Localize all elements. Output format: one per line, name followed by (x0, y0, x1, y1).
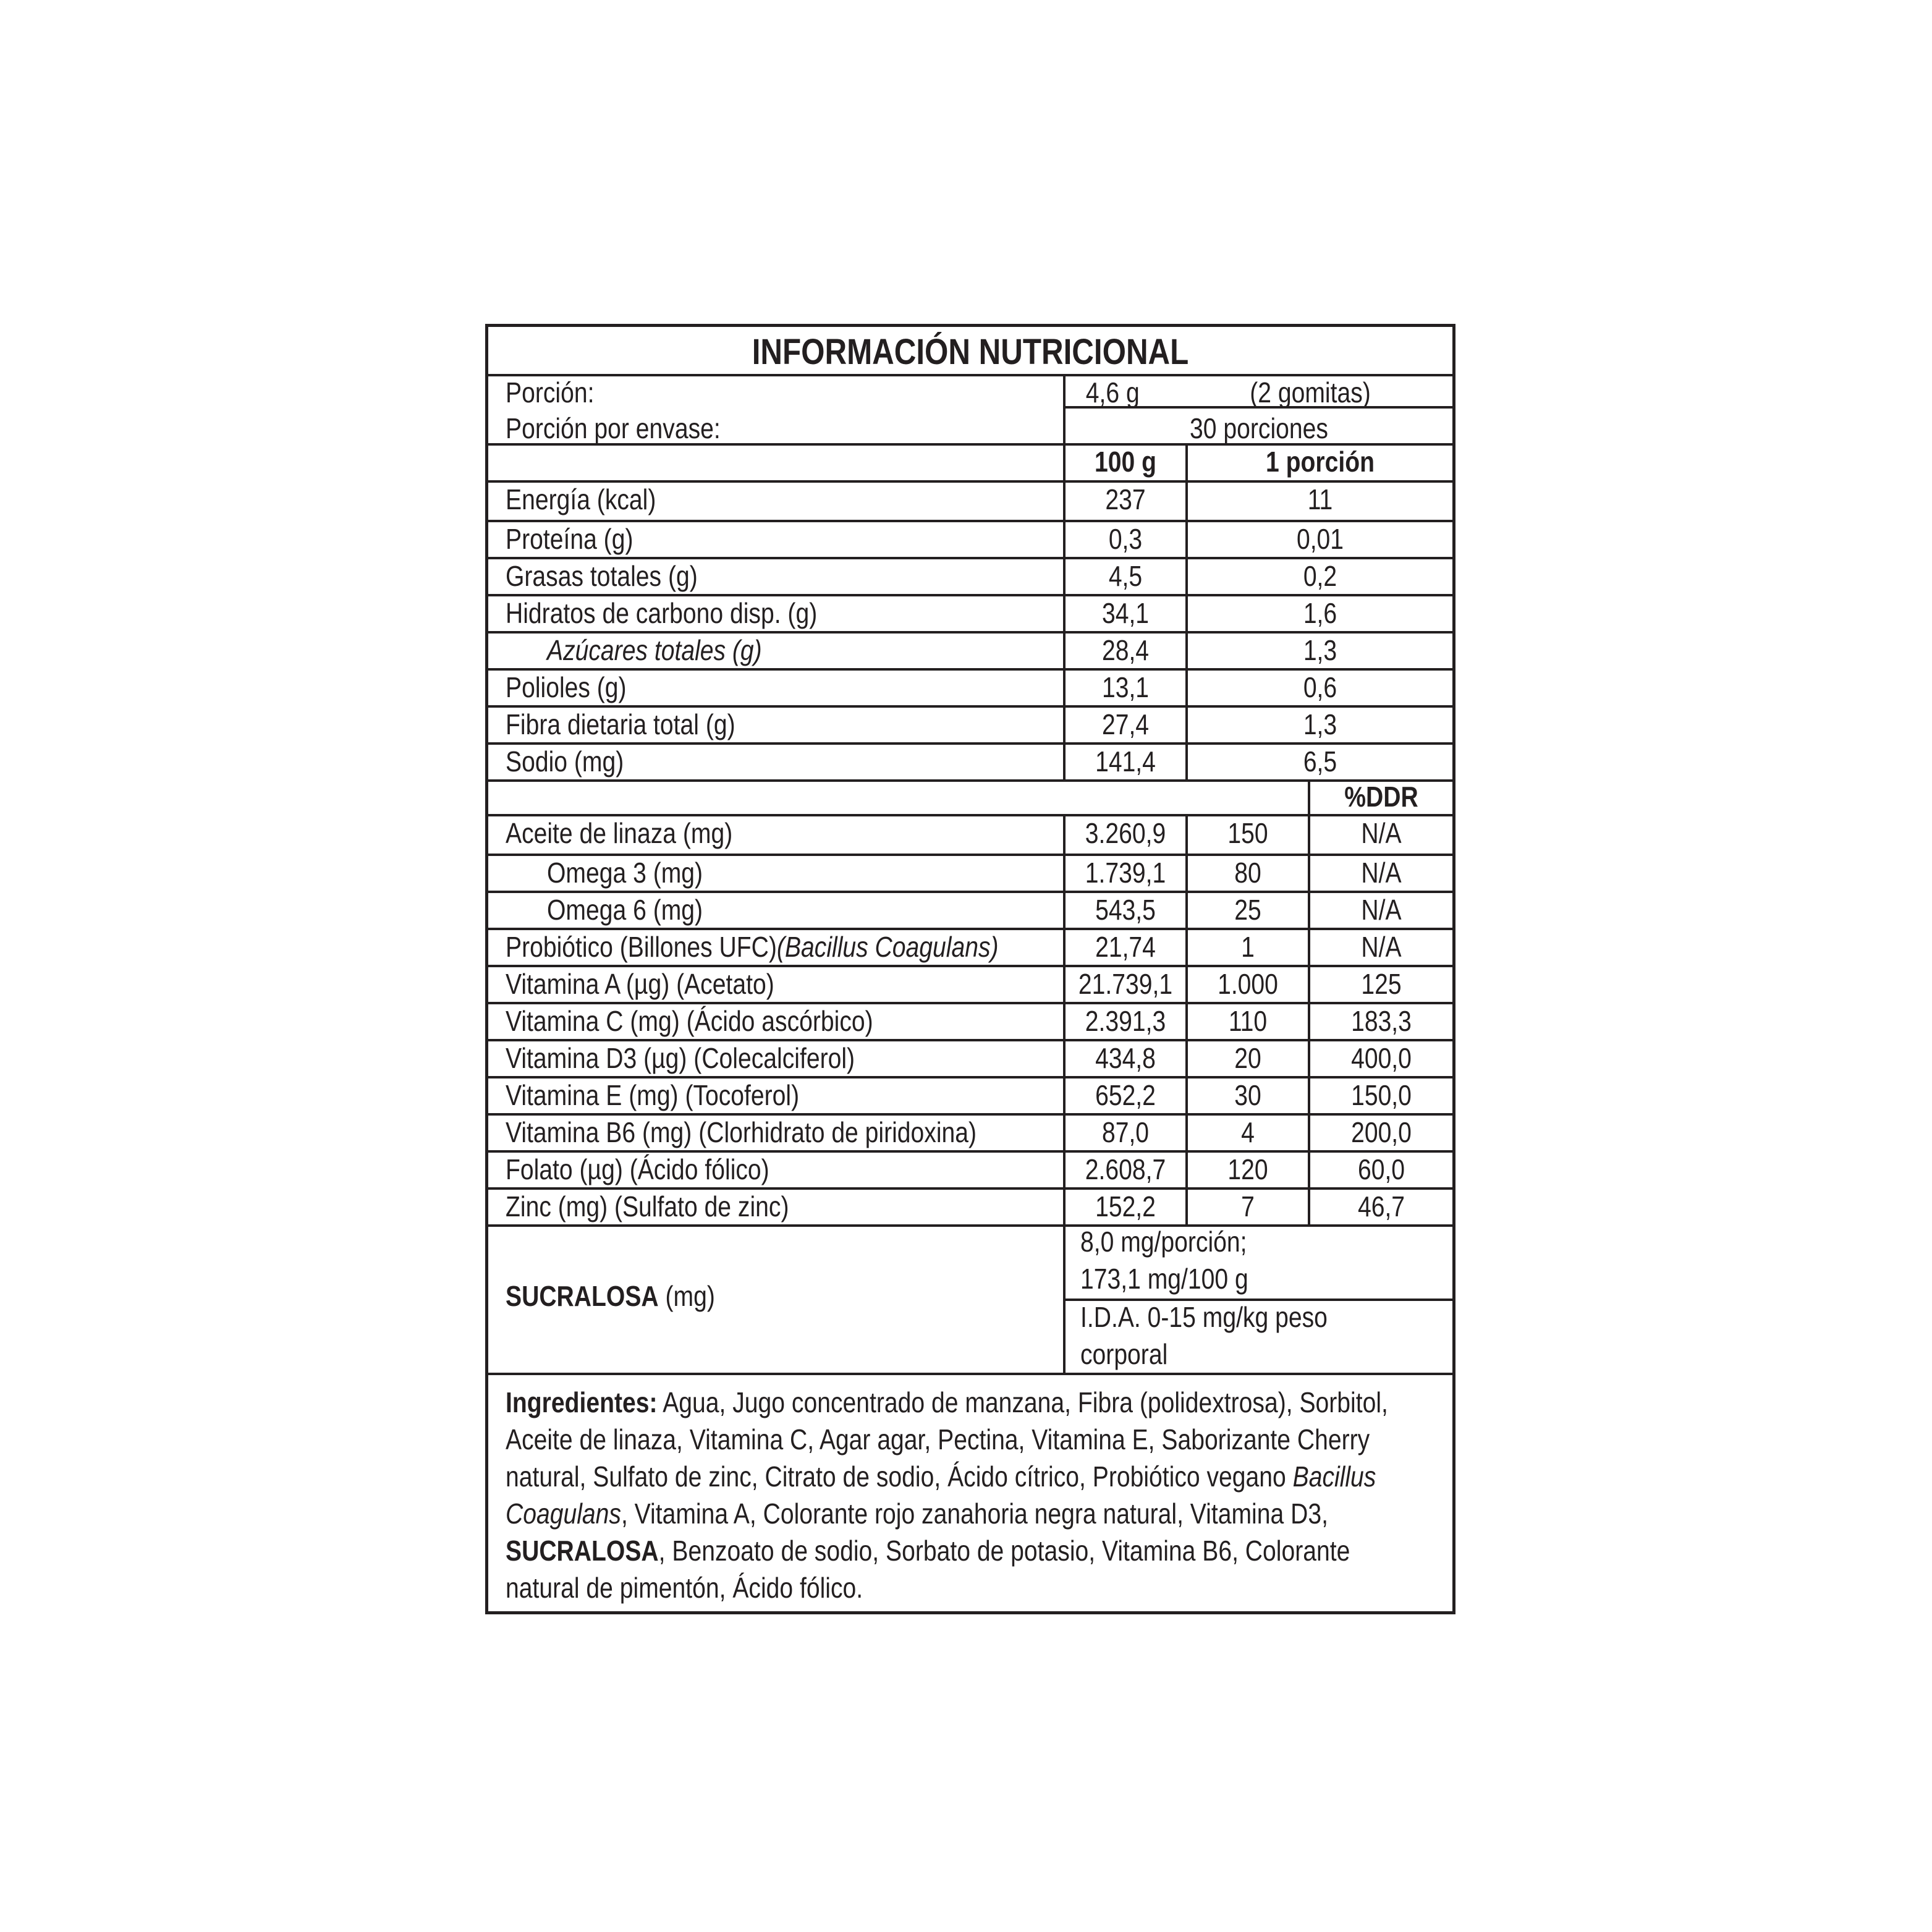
micronutrient-ddr-value: 125 (1361, 968, 1402, 1000)
micronutrient-name (506, 965, 774, 1002)
nutrient-per100-cell (1063, 557, 1185, 594)
micronutrient-ddr-value: N/A (1361, 857, 1402, 889)
micronutrient-per100-value: 21,74 (1095, 931, 1156, 963)
nutrient-per100-value: 4,5 (1108, 560, 1143, 592)
serving-size-value: 4,6 g (1085, 376, 1140, 409)
nutrient-per100-cell (1063, 742, 1185, 779)
micronutrient-ddr-value: N/A (1361, 931, 1402, 963)
micronutrient-name-cell (488, 1113, 1063, 1150)
nutrient-per-serving-value: 0,01 (1296, 523, 1344, 555)
micronutrient-name-text: Vitamina C (mg) (Ácido ascórbico) (506, 1005, 873, 1037)
micronutrient-name (506, 1077, 799, 1114)
nutrient-per-serving-value: 1,6 (1303, 597, 1337, 629)
nutrition-facts-panel (485, 324, 1455, 1614)
micronutrient-ddr-cell (1308, 1113, 1452, 1150)
micronutrient-name-text: Vitamina B6 (mg) (Clorhidrato de piridoxina) (506, 1116, 977, 1148)
nutrient-per100-value: 0,3 (1108, 523, 1143, 555)
micronutrient-per100-cell (1063, 1187, 1185, 1224)
nutrient-name-cell (488, 483, 1063, 520)
micronutrient-per100-cell (1063, 965, 1185, 1002)
nutrient-name: Energía (kcal) (506, 483, 656, 515)
micronutrient-per100-cell (1063, 854, 1185, 891)
micronutrient-ddr-cell (1308, 1187, 1452, 1224)
nutrient-per100-cell (1063, 483, 1185, 520)
micronutrient-per100-value: 1.739,1 (1085, 857, 1166, 889)
nutrient-per100-value: 27,4 (1101, 708, 1150, 740)
column-header (488, 443, 1452, 480)
micronutrient-per-serving-cell (1185, 854, 1308, 891)
micronutrient-name-text: Probiótico (Billones UFC) (506, 931, 777, 963)
nutrient-name: Fibra dietaria total (g) (506, 708, 735, 740)
micronutrient-ddr-cell (1308, 1076, 1452, 1113)
sucralose-ida-line1: I.D.A. 0-15 mg/kg peso (1080, 1301, 1328, 1333)
micronutrient-per100-cell (1063, 891, 1185, 928)
nutrient-per100-cell (1063, 668, 1185, 705)
micronutrient-name-text: Aceite de linaza (mg) (506, 817, 733, 849)
nutrient-name: Hidratos de carbono disp. (g) (506, 597, 818, 629)
micronutrient-per-serving-value: 7 (1241, 1190, 1255, 1222)
nutrient-per-serving-value: 1,3 (1303, 634, 1337, 666)
nutrient-name: Sodio (mg) (506, 745, 624, 777)
nutrient-name-cell (488, 668, 1063, 705)
nutrient-name-cell (488, 594, 1063, 631)
micronutrient-name-text: Folato (µg) (Ácido fólico) (506, 1153, 769, 1185)
micronutrient-per-serving-cell (1185, 965, 1308, 1002)
micronutrient-name (506, 1114, 977, 1151)
servings-per-container-label: Porción por envase: (506, 412, 721, 444)
micronutrient-name-text: Omega 3 (mg) (547, 857, 703, 889)
micronutrient-per100-cell (1063, 928, 1185, 965)
micronutrient-per-serving-value: 1 (1241, 931, 1255, 963)
micronutrient-ddr-cell (1308, 816, 1452, 854)
micronutrient-per-serving-value: 30 (1234, 1079, 1261, 1111)
micronutrient-per100-cell (1063, 816, 1185, 854)
micronutrient-per100-value: 3.260,9 (1085, 817, 1166, 849)
micronutrient-ddr-value: 400,0 (1351, 1042, 1412, 1074)
micronutrient-per-serving-value: 120 (1227, 1153, 1268, 1185)
nutrient-per-serving-cell (1185, 668, 1452, 705)
panel-title: INFORMACIÓN NUTRICIONAL (752, 332, 1189, 372)
nutrient-per100-cell (1063, 705, 1185, 742)
micronutrient-per-serving-value: 4 (1241, 1116, 1255, 1148)
micronutrient-per100-value: 21.739,1 (1078, 968, 1173, 1000)
micronutrient-per-serving-value: 80 (1234, 857, 1261, 889)
micronutrient-name-text: Zinc (mg) (Sulfato de zinc) (506, 1190, 789, 1222)
nutrient-per-serving-value: 0,6 (1303, 671, 1337, 703)
micronutrient-per100-value: 2.608,7 (1085, 1153, 1166, 1185)
nutrient-per100-cell (1063, 594, 1185, 631)
micronutrient-per-serving-cell (1185, 816, 1308, 854)
micronutrient-per-serving-cell (1185, 1150, 1308, 1187)
micronutrient-ddr-value: 183,3 (1351, 1005, 1412, 1037)
micronutrient-ddr-cell (1308, 1039, 1452, 1076)
micronutrient-per100-value: 543,5 (1095, 894, 1156, 926)
micronutrient-ddr-value: N/A (1361, 894, 1402, 926)
nutrient-per100-value: 237 (1105, 483, 1146, 515)
micronutrients-table (488, 814, 1452, 1224)
micronutrient-per-serving-value: 20 (1234, 1042, 1261, 1074)
sucralose-label: SUCRALOSA (mg) (506, 1280, 715, 1312)
sucralose-per-serving: 8,0 mg/porción; (1080, 1226, 1247, 1258)
micronutrient-per-serving-value: 110 (1228, 1005, 1268, 1037)
micronutrient-ddr-value: 150,0 (1351, 1079, 1412, 1111)
nutrient-name: Polioles (g) (506, 671, 627, 703)
ingredients-text: Ingredientes: Agua, Jugo concentrado de manzana, Fibra (polidextrosa), Sorbitol, Aceite de linaza, Vitamina C, Agar agar, Pectina, Vitamina E, Saborizante Cherry natural, Sulfato de zinc, Citrato de sodio, Ácido cítrico, Probiótico vegano Bacillus Coagulans, Vitamina A, Colorante rojo zanahoria negra natural, Vitamina D3, SUCRALOSA, Benzoato de sodio, Sorbato de potasio, Vitamina B6, Colorante natural de pimentón, Ácido fólico. (506, 1386, 1388, 1604)
micronutrient-per-serving-cell (1185, 1076, 1308, 1113)
sucralose-ida-line2: corporal (1080, 1338, 1168, 1370)
micronutrient-name-text: Vitamina D3 (µg) (Colecalciferol) (506, 1042, 855, 1074)
micronutrient-per100-value: 2.391,3 (1085, 1005, 1166, 1037)
nutrient-per-serving-value: 11 (1307, 483, 1333, 515)
nutrient-per-serving-cell (1185, 557, 1452, 594)
nutrient-per100-cell (1063, 631, 1185, 668)
ddr-header (488, 779, 1452, 814)
micronutrient-name-italic: (Bacillus Coagulans) (776, 931, 999, 963)
nutrient-name: Azúcares totales (g) (547, 634, 762, 666)
micronutrient-name-cell (488, 928, 1063, 965)
micronutrient-per100-cell (1063, 1150, 1185, 1187)
micronutrient-name-cell (488, 965, 1063, 1002)
micronutrient-per-serving-cell (1185, 891, 1308, 928)
servings-per-container-value: 30 porciones (1190, 412, 1328, 444)
nutrient-name-cell (488, 705, 1063, 742)
micronutrient-per100-cell (1063, 1002, 1185, 1039)
micronutrient-ddr-value: 46,7 (1357, 1190, 1405, 1222)
micronutrient-ddr-cell (1308, 1150, 1452, 1187)
nutrient-per100-value: 13,1 (1101, 671, 1150, 703)
nutrient-name-cell (488, 631, 1063, 668)
nutrient-name-cell (488, 742, 1063, 779)
micronutrient-per-serving-value: 150 (1227, 817, 1268, 849)
micronutrient-name (506, 1151, 769, 1188)
nutrient-per-serving-value: 0,2 (1303, 560, 1337, 592)
micronutrient-ddr-cell (1308, 854, 1452, 891)
column-per-serving: 1 porción (1266, 446, 1375, 478)
micronutrient-per-serving-cell (1185, 1113, 1308, 1150)
nutrient-per-serving-value: 1,3 (1303, 708, 1337, 740)
micronutrient-name (506, 928, 999, 965)
nutrients-table (488, 480, 1452, 779)
serving-size-label: Porción: (506, 376, 595, 409)
micronutrient-name (506, 1040, 855, 1077)
nutrient-per100-value: 28,4 (1101, 634, 1150, 666)
nutrient-per-serving-cell (1185, 631, 1452, 668)
micronutrient-ddr-cell (1308, 965, 1452, 1002)
micronutrient-per-serving-value: 1.000 (1218, 968, 1278, 1000)
micronutrient-ddr-cell (1308, 928, 1452, 965)
micronutrient-name-text: Omega 6 (mg) (547, 894, 703, 926)
sucralose-section (488, 1224, 1452, 1373)
micronutrient-per100-value: 87,0 (1101, 1116, 1150, 1148)
sucralose-per-100g: 173,1 mg/100 g (1080, 1263, 1248, 1295)
nutrient-per-serving-cell (1185, 705, 1452, 742)
title-section (488, 327, 1452, 374)
micronutrient-name (547, 891, 703, 928)
micronutrient-name-cell (488, 1150, 1063, 1187)
nutrient-per100-cell (1063, 520, 1185, 557)
nutrient-name: Proteína (g) (506, 523, 633, 555)
micronutrient-per100-value: 152,2 (1095, 1190, 1156, 1222)
nutrient-per100-value: 141,4 (1095, 745, 1156, 777)
nutrient-per-serving-value: 6,5 (1303, 745, 1337, 777)
micronutrient-name-cell (488, 1076, 1063, 1113)
micronutrient-name-cell (488, 854, 1063, 891)
micronutrient-per-serving-cell (1185, 1002, 1308, 1039)
micronutrient-name-cell (488, 816, 1063, 854)
micronutrient-name-text: Vitamina E (mg) (Tocoferol) (506, 1079, 800, 1111)
nutrient-per100-value: 34,1 (1101, 597, 1150, 629)
micronutrient-ddr-cell (1308, 891, 1452, 928)
micronutrient-per100-cell (1063, 1039, 1185, 1076)
column-100g: 100 g (1094, 446, 1156, 478)
micronutrient-name-cell (488, 891, 1063, 928)
micronutrient-ddr-value: 200,0 (1351, 1116, 1412, 1148)
micronutrient-per-serving-cell (1185, 1187, 1308, 1224)
nutrient-per-serving-cell (1185, 742, 1452, 779)
column-ddr: %DDR (1344, 781, 1418, 813)
micronutrient-name (547, 854, 703, 891)
micronutrient-ddr-value: N/A (1361, 817, 1402, 849)
nutrient-name-cell (488, 557, 1063, 594)
micronutrient-name (506, 1188, 789, 1225)
micronutrient-per-serving-value: 25 (1234, 894, 1261, 926)
micronutrient-per-serving-cell (1185, 928, 1308, 965)
micronutrient-per100-cell (1063, 1113, 1185, 1150)
nutrient-per-serving-cell (1185, 594, 1452, 631)
micronutrient-name-cell (488, 1187, 1063, 1224)
ingredients-section (488, 1373, 1452, 1614)
micronutrient-per100-cell (1063, 1076, 1185, 1113)
nutrient-per-serving-cell (1185, 483, 1452, 520)
serving-size-units: (2 gomitas) (1250, 376, 1371, 409)
serving-section (488, 374, 1452, 443)
micronutrient-name-cell (488, 1002, 1063, 1039)
micronutrient-ddr-value: 60,0 (1357, 1153, 1405, 1185)
micronutrient-per100-value: 652,2 (1095, 1079, 1156, 1111)
nutrient-name: Grasas totales (g) (506, 560, 698, 592)
micronutrient-per-serving-cell (1185, 1039, 1308, 1076)
micronutrient-name-text: Vitamina A (µg) (Acetato) (506, 968, 774, 1000)
nutrient-name-cell (488, 520, 1063, 557)
micronutrient-name (506, 815, 732, 852)
micronutrient-ddr-cell (1308, 1002, 1452, 1039)
nutrient-per-serving-cell (1185, 520, 1452, 557)
micronutrient-name (506, 1002, 873, 1040)
micronutrient-name-cell (488, 1039, 1063, 1076)
micronutrient-per100-value: 434,8 (1095, 1042, 1156, 1074)
